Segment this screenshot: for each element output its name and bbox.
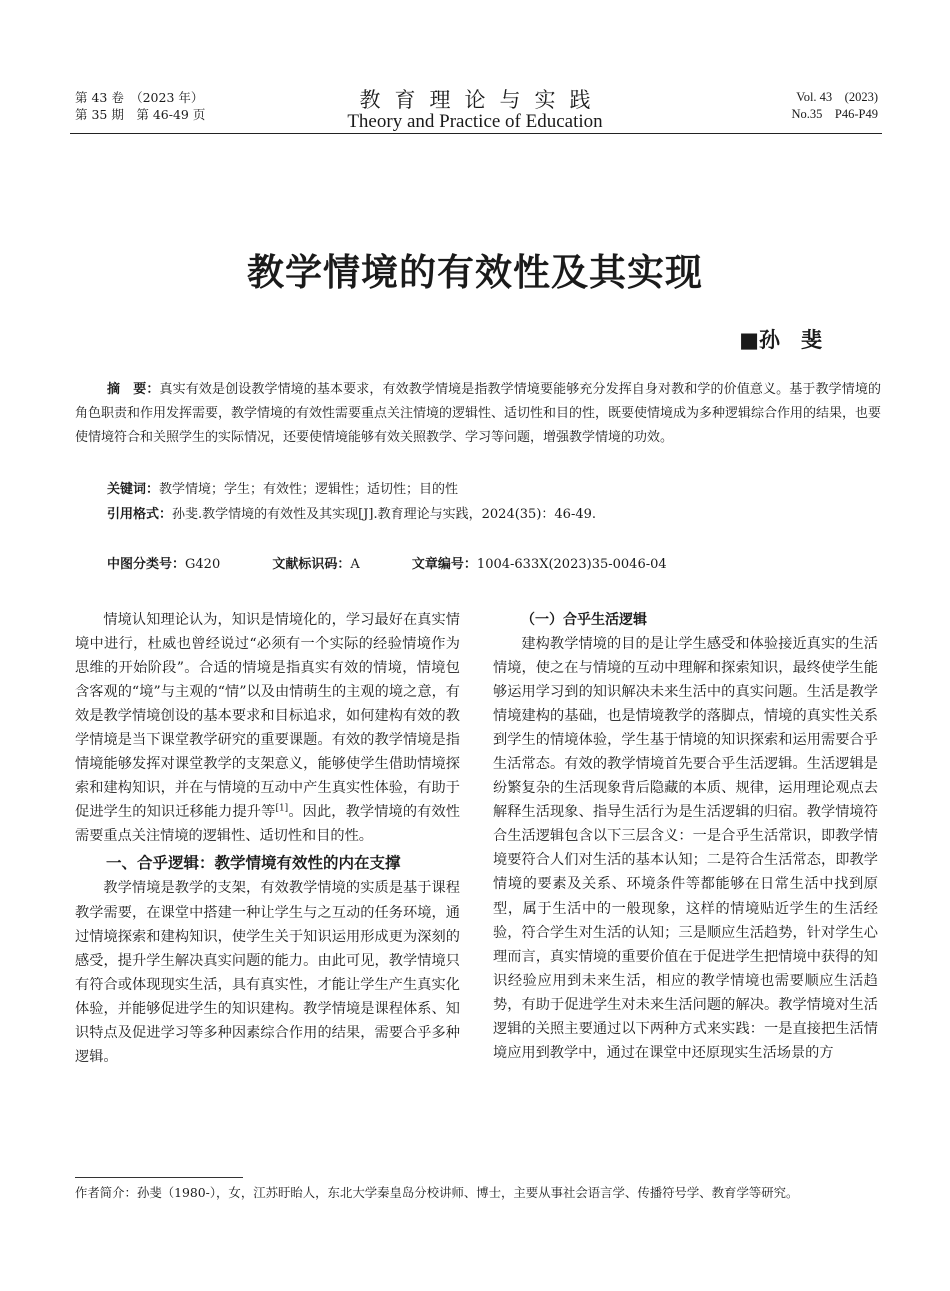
abstract (75, 378, 881, 450)
header-volume-line: 第 43 卷 （2023 年） (75, 90, 204, 105)
article-number-value: 1004-633X(2023)35-0046-04 (476, 557, 667, 572)
journal-title-en: Theory and Practice of Education (347, 111, 603, 132)
header-divider (70, 133, 882, 134)
clc-value: G420 (185, 557, 221, 572)
intro-paragraph (75, 608, 460, 848)
citation (107, 503, 881, 527)
header-volume-info-en (792, 89, 878, 123)
article-title: 教学情境的有效性及其实现 (247, 251, 703, 294)
citation-label: 引用格式： (107, 507, 173, 522)
article-number (412, 557, 667, 572)
classification-line (107, 553, 881, 577)
header-volume-line-en: Vol. 43 (2023) (796, 90, 878, 104)
abstract-label: 摘 要： (107, 382, 160, 397)
journal-title-cn: 教育理论与实践 (359, 88, 605, 112)
abstract-text: 真实有效是创设教学情境的基本要求，有效教学情境是指教学情境要能够充分发挥自身对教和学的价值意义。基于教学情境的角色职责和作用发挥需要，教学情境的有效性需要重点关注情境的逻辑性、适切性和目的性，既要使情境成为多种逻辑综合作用的结果，也要使情境符合和关照学生的实际情况，还要使情境能够有效关照教学、学习等问题，增强教学情境的功效。 (75, 382, 882, 445)
doc-label: 文献标识码： (272, 557, 351, 572)
reference-marker: [1] (275, 803, 289, 814)
intro-text-tail: 。因此，教学情境的有效性需要重点关注情境的逻辑性、适切性和目的性。 (75, 804, 460, 845)
keywords (107, 478, 881, 502)
article-author: ■孙 斐 (739, 328, 822, 352)
body-column-left (75, 608, 460, 1069)
keywords-text: 教学情境；学生；有效性；逻辑性；适切性；目的性 (159, 482, 459, 497)
clc-number (107, 557, 220, 572)
footnote-divider (75, 1177, 243, 1178)
subsection-heading-1: （一）合乎生活逻辑 (521, 612, 647, 628)
document-code (272, 557, 359, 572)
intro-text: 情境认知理论认为，知识是情境化的，学习最好在真实情境中进行，杜威也曾经说过“必须有一个实际的经验情境作为思维的开始阶段”。合适的情境是指真实有效的情境，情境包含客观的“境”与主观的“情”以及由情萌生的主观的境之意，有效是教学情境创设的基本要求和目标追求，如何建构有效的教学情境是当下课堂教学研究的重要课题。有效的教学情境是指情境能够发挥对课堂教学的支架意义，能够使学生借助情境探索和建构知识，并在与情境的互动中产生真实性体验，有助于促进学生的知识迁移能力提升等 (75, 612, 460, 821)
citation-text: 孙斐.教学情境的有效性及其实现[J].教育理论与实践，2024(35)：46-49. (172, 507, 597, 522)
article-number-label: 文章编号： (411, 557, 477, 572)
subsection-1-paragraph: 建构教学情境的目的是让学生感受和体验接近真实的生活情境，使之在与情境的互动中理解和探索知识，最终使学生能够运用学习到的知识解决未来生活中的真实问题。生活是教学情境建构的基础，也是情境教学的落脚点，情境的真实性关系到学生的情境体验，学生基于情境的知识探索和运用需要合乎生活常态。有效的教学情境首先要合乎生活逻辑。生活逻辑是纷繁复杂的生活现象背后隐藏的本质、规律，运用理论观点去解释生活现象、指导生活行为是生活逻辑的归宿。教学情境符合生活逻辑包含以下三层含义：一是合乎生活常识，即教学情境要符合人们对生活的基本认知；二是符合生活常态，即教学情境的要素及关系、环境条件等都能够在日常生活中找到原型，属于生活中的一般现象，这样的情境贴近学生的生活经验，符合学生对生活的认知；三是顺应生活趋势，针对学生心理而言，真实情境的重要价值在于促进学生把情境中获得的知识经验应用到未来生活，相应的教学情境也需要顺应生活趋势，有助于促进学生对未来生活问题的解决。教学情境对生活逻辑的关照主要通过以下两种方式来实践：一是直接把生活情境应用到教学中，通过在课堂中还原现实生活场景的方 (493, 636, 878, 1061)
doc-value: A (350, 557, 360, 572)
author-footnote: 作者简介：孙斐（1980-），女，江苏盱眙人，东北大学秦皇岛分校讲师、博士，主要从事社会语言学、传播符号学、教育学等研究。 (75, 1185, 799, 1200)
section-heading-1: 一、合乎逻辑：教学情境有效性的内在支撑 (106, 854, 401, 873)
header-issue-line: 第 35 期 第 46-49 页 (75, 107, 206, 122)
keywords-label: 关键词： (107, 482, 160, 497)
clc-label: 中图分类号： (107, 557, 186, 572)
section-1-paragraph: 教学情境是教学的支架，有效教学情境的实质是基于课程教学需要，在课堂中搭建一种让学生与之互动的任务环境，通过情境探索和建构知识，使学生关于知识运用形成更为深刻的感受，提升学生解决真实问题的能力。由此可见，教学情境只有符合或体现现实生活，具有真实性，才能让学生产生真实化体验，并能够促进学生的知识建构。教学情境是课程体系、知识特点及促进学习等多种因素综合作用的结果，需要合乎多种逻辑。 (75, 880, 460, 1065)
header-issue-line-en: No.35 P46-P49 (791, 107, 878, 121)
body-column-right (493, 608, 878, 1065)
